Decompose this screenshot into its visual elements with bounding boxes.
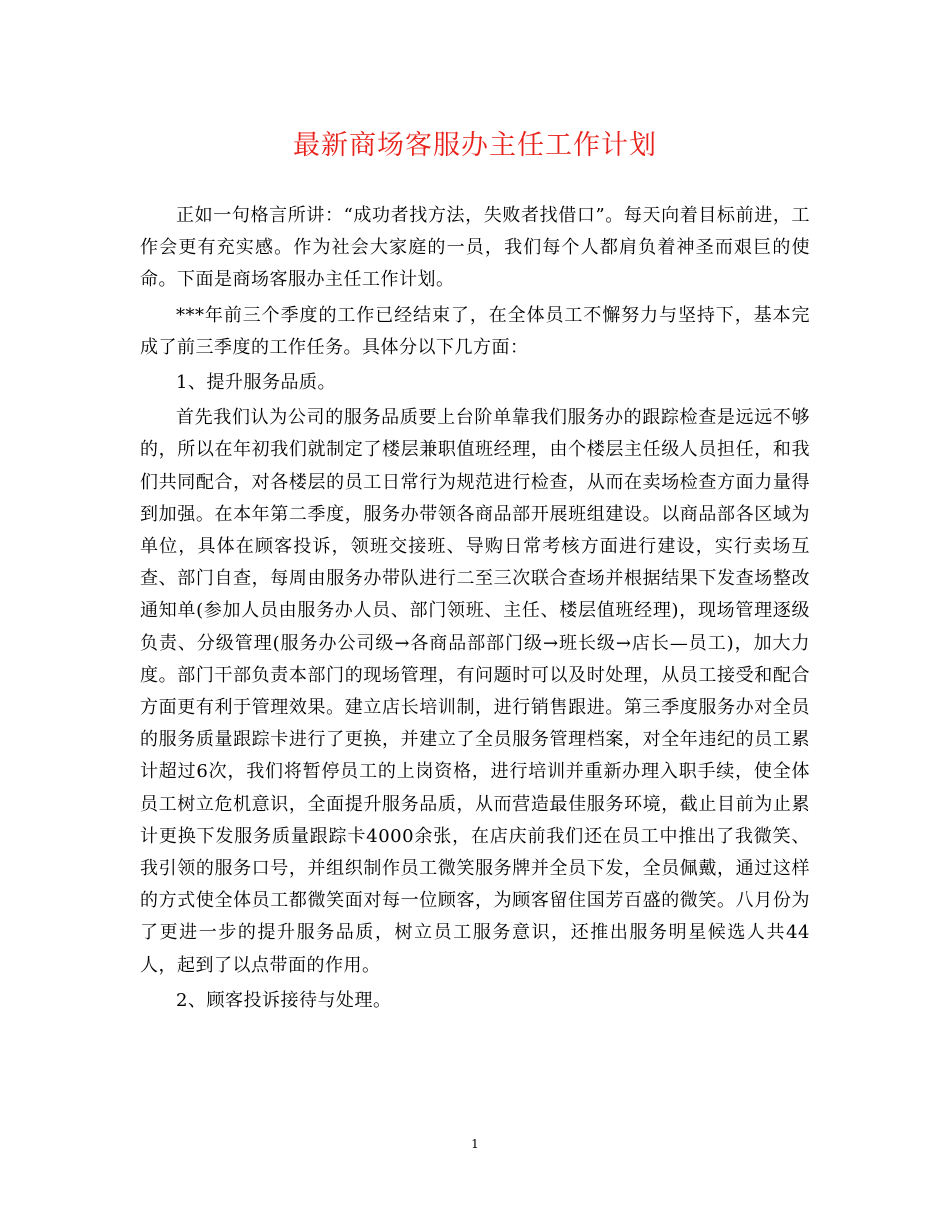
page-number: 1: [471, 1137, 479, 1151]
section-heading-complaints: 2、顾客投诉接待与处理。: [176, 989, 392, 1011]
paragraph-service-quality: 首先我们认为公司的服务品质要上台阶单靠我们服务办的跟踪检查是远远不够的，所以在年初我们就制定了楼层兼职值班经理，由个楼层主任级人员担任，和我们共同配合，对各楼层的员工日常行为规范进行检查，从而在卖场检查方面力量得到加强。在本年第二季度，服务办带领各商品部开展班组建设。以商品部各区域为单位，具体在顾客投诉，领班交接班、导购日常考核方面进行建设，实行卖场互查、部门自查，每周由服务办带队进行二至三次联合查场并根据结果下发查场整改通知单(参加人员由服务办人员、部门领班、主任、楼层值班经理)，现场管理逐级负责、分级管理(服务办公司级→各商品部部门级→班长级→店长—员工)，加大力度。部门干部负责本部门的现场管理，有问题时可以及时处理，从员工接受和配合方面更有利于管理效果。建立店长培训制，进行销售跟进。第三季度服务办对全员的服务质量跟踪卡进行了更换，并建立了全员服务管理档案，对全年违纪的员工累计超过6次，我们将暂停员工的上岗资格，进行培训并重新办理入职手续，使全体员工树立危机意识，全面提升服务品质，从而营造最佳服务环境，截止目前为止累计更换下发服务质量跟踪卡4000余张，在店庆前我们还在员工中推出了我微笑、我引领的服务口号，并组织制作员工微笑服务牌并全员下发，全员佩戴，通过这样的方式使全体员工都微笑面对每一位顾客，为顾客留住国芳百盛的微笑。八月份为了更进一步的提升服务品质，树立员工服务意识，还推出服务明星候选人共44人，起到了以点带面的作用。: [140, 407, 810, 976]
section-heading-service-quality: 1、提升服务品质。: [176, 372, 336, 394]
paragraph-summary: ***年前三个季度的工作已经结束了，在全体员工不懈努力与坚持下，基本完成了前三季度的工作任务。具体分以下几方面：: [140, 304, 810, 358]
paragraph-intro: 正如一句格言所讲：“成功者找方法，失败者找借口”。每天向着目标前进，工作会更有充实感。作为社会大家庭的一员，我们每个人都肩负着神圣而艰巨的使命。下面是商场客服办主任工作计划。: [140, 205, 810, 291]
document-title: 最新商场客服办主任工作计划: [293, 130, 657, 161]
document-body: [140, 200, 810, 1020]
